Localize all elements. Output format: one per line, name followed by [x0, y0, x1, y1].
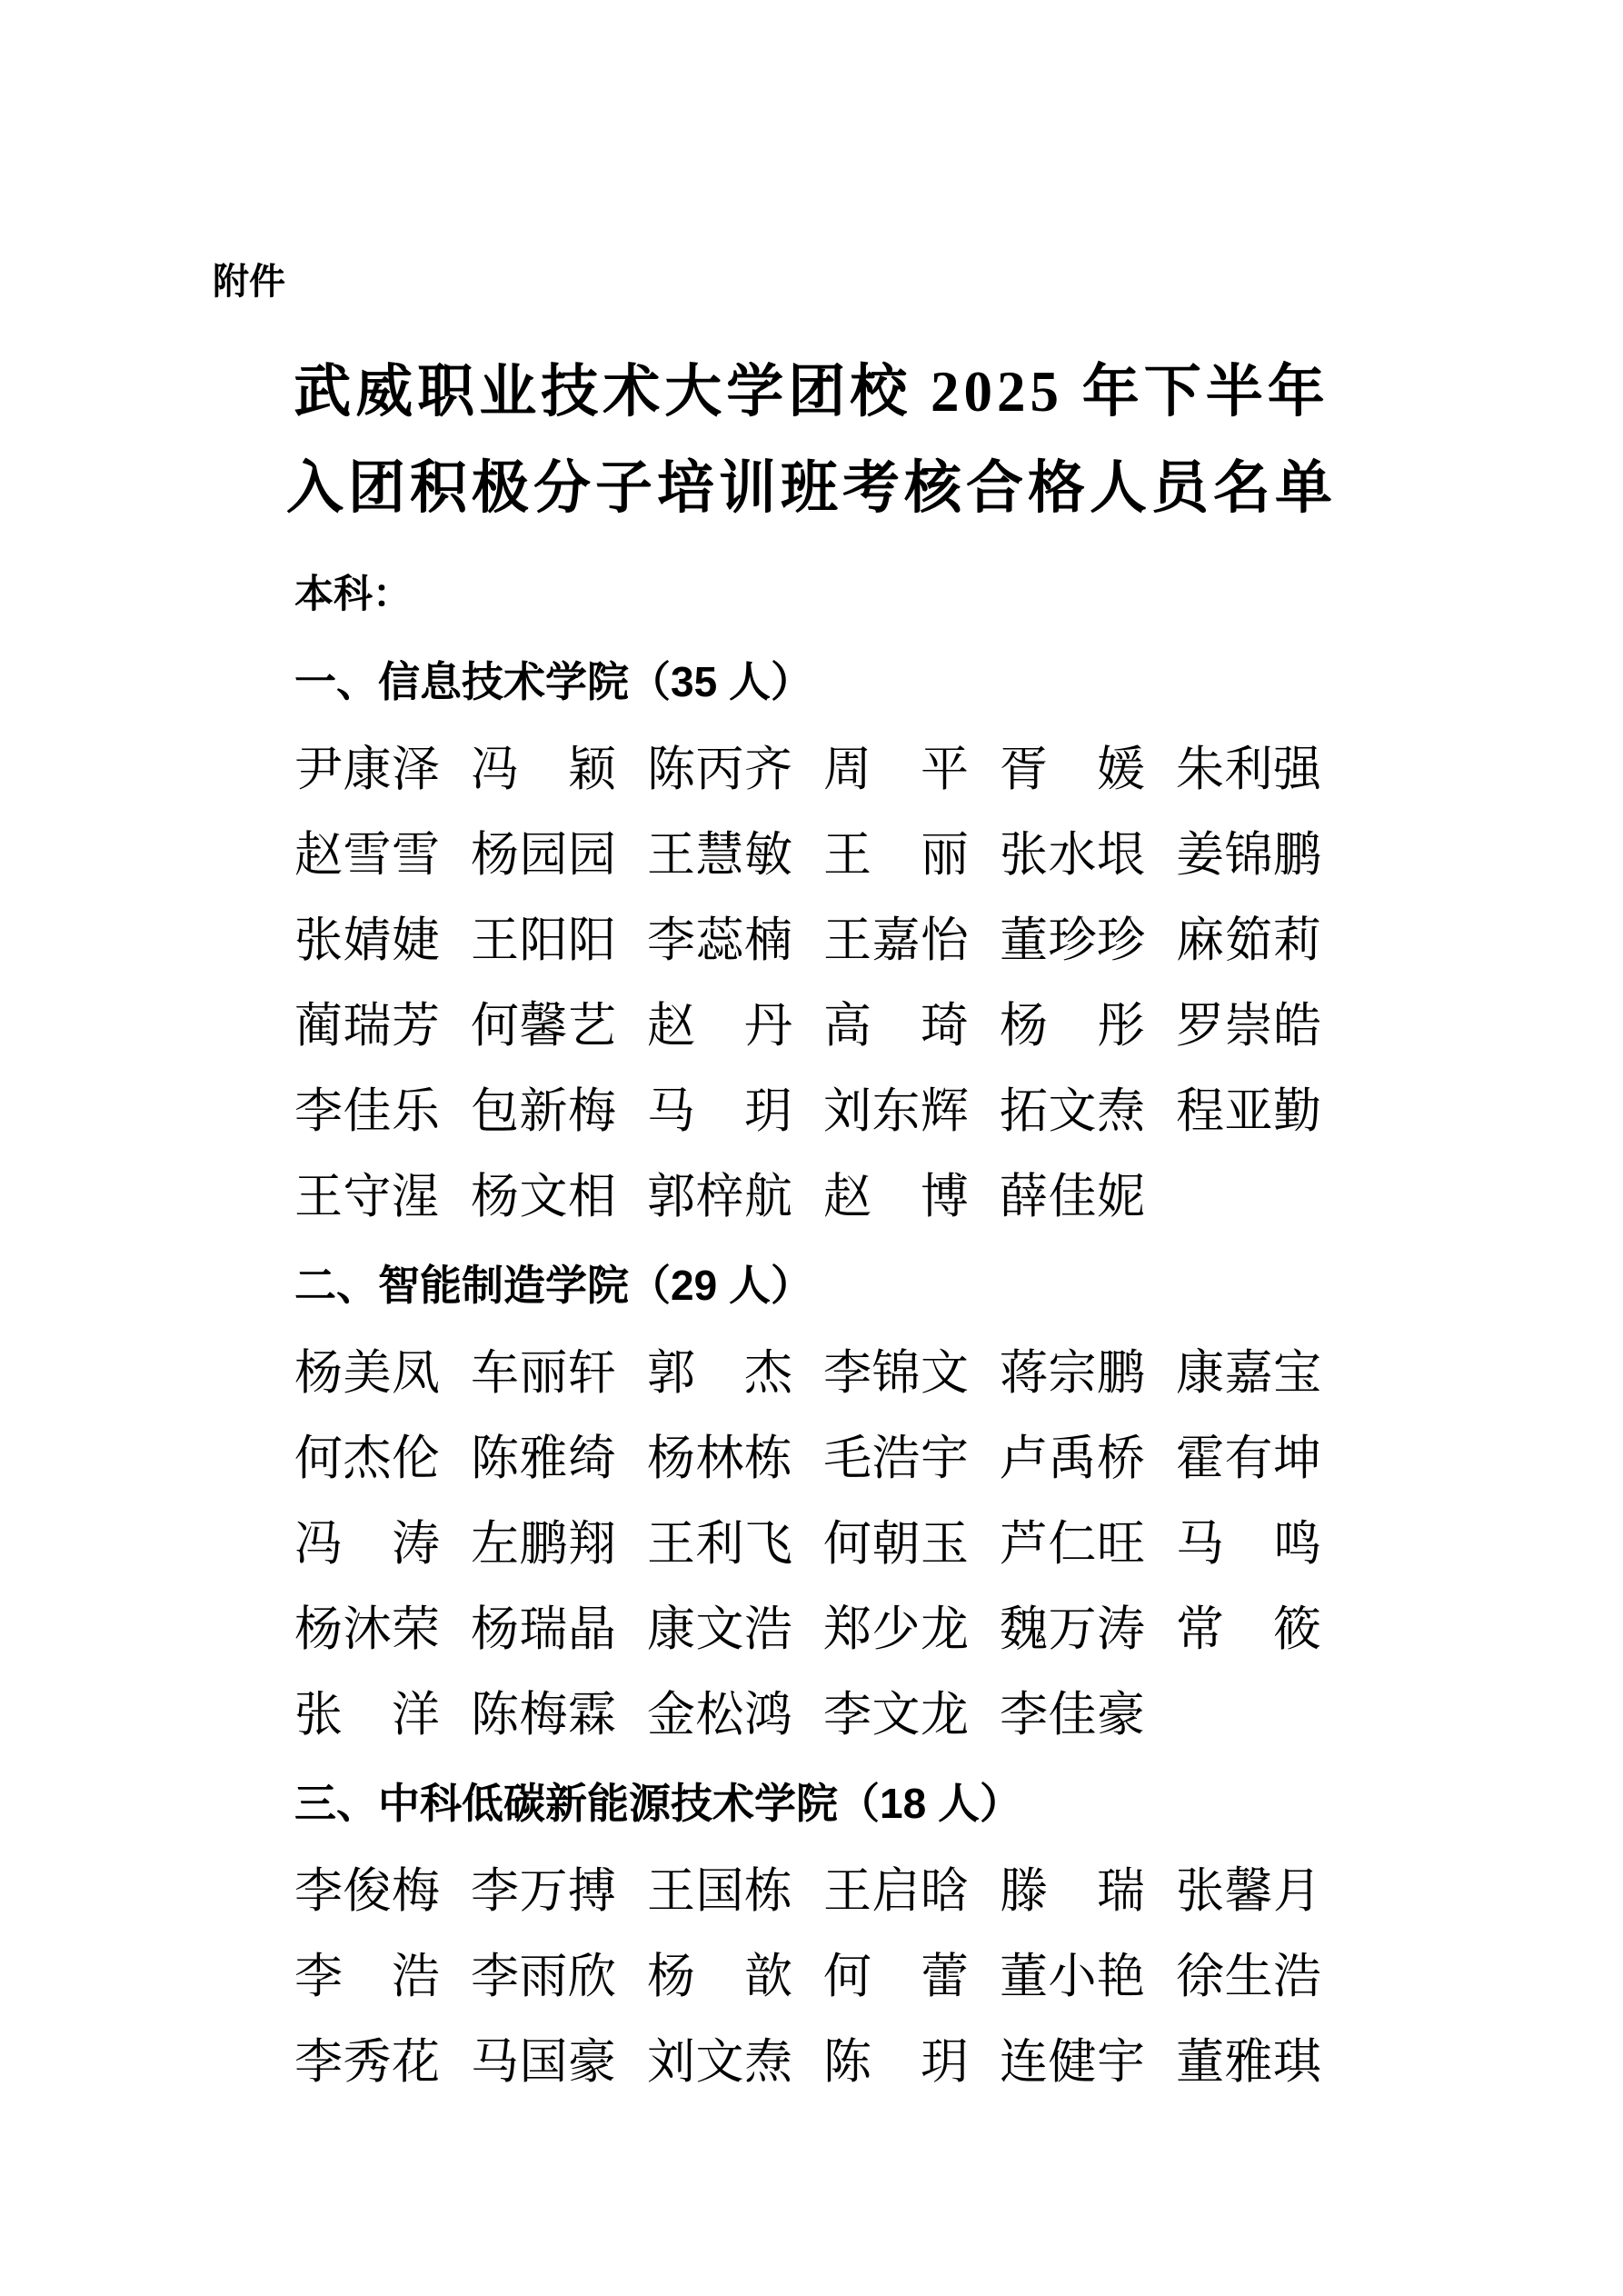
- person-name: 郑少龙: [823, 1603, 969, 1656]
- person-name: 李蕊楠: [647, 914, 792, 967]
- person-name: 王国栋: [647, 1865, 792, 1918]
- person-name: 高琦: [823, 1000, 969, 1053]
- person-name: 程亚勤: [1176, 1085, 1321, 1138]
- person-name: 杨歆: [647, 1951, 792, 2003]
- person-name: 车丽轩: [471, 1347, 616, 1400]
- name-row: [294, 1519, 1623, 1570]
- name-row: [294, 1001, 1623, 1052]
- name-row: [294, 1952, 1623, 2002]
- roster-section-2: [0, 1257, 1623, 1741]
- name-row: [294, 1690, 1623, 1741]
- attachment-label: 附件: [213, 262, 285, 302]
- person-name: 陈丙齐: [647, 744, 792, 796]
- document-title-line-1: 武威职业技术大学团校 2025 年下半年: [294, 360, 1329, 424]
- section-heading: 一、信息技术学院（35 人）: [294, 658, 812, 705]
- person-name: 杨林栋: [647, 1433, 792, 1485]
- person-name: 左鹏翔: [471, 1518, 616, 1571]
- person-name: 芦仁旺: [1000, 1518, 1145, 1571]
- person-name: 陈玥: [823, 2036, 969, 2089]
- person-name: 王启晗: [823, 1865, 969, 1918]
- person-name: 冯颖: [471, 744, 616, 796]
- section-heading: 三、中科低碳新能源技术学院（18 人）: [294, 1780, 1021, 1827]
- person-name: 王丽: [823, 829, 969, 882]
- person-name: 董珍珍: [1000, 914, 1145, 967]
- person-name: 连健宇: [1000, 2036, 1145, 2089]
- person-name: 马鸣: [1176, 1518, 1321, 1571]
- person-name: 滕瑞: [1000, 1865, 1145, 1918]
- person-name: 麻筎莉: [1176, 914, 1321, 967]
- name-row: [294, 830, 1623, 881]
- person-name: 王嘉怡: [823, 914, 969, 967]
- person-name: 李佳豪: [1000, 1689, 1145, 1742]
- person-name: 杨文相: [471, 1171, 616, 1223]
- document-title: [0, 344, 1623, 536]
- person-name: 蔺瑞芳: [294, 1000, 440, 1053]
- person-name: 王利飞: [647, 1518, 792, 1571]
- person-name: 何杰伦: [294, 1433, 440, 1485]
- person-name: 周平: [823, 744, 969, 796]
- person-name: 张婧婕: [294, 914, 440, 967]
- roster-section-3: [0, 1775, 1623, 2088]
- person-name: 董小艳: [1000, 1951, 1145, 2003]
- person-name: 包新梅: [471, 1085, 616, 1138]
- person-name: 张馨月: [1176, 1865, 1321, 1918]
- person-name: 姜锦鹏: [1176, 829, 1321, 882]
- person-name: 马国豪: [471, 2036, 616, 2089]
- person-name: 康文浩: [647, 1603, 792, 1656]
- person-name: 尹康泽: [294, 744, 440, 796]
- person-name: 罗崇皓: [1176, 1000, 1321, 1053]
- section-heading: 二、智能制造学院（29 人）: [294, 1262, 812, 1309]
- roster-sections: [0, 654, 1623, 2088]
- person-name: 李秀花: [294, 2036, 440, 2089]
- person-name: 拓文焘: [1000, 1085, 1145, 1138]
- person-name: 胥媛: [1000, 744, 1145, 796]
- person-name: 李浩: [294, 1951, 440, 2003]
- person-name: 赵丹: [647, 1000, 792, 1053]
- person-name: 薛佳妮: [1000, 1171, 1145, 1223]
- roster-section-1: [0, 654, 1623, 1223]
- name-row: [294, 744, 1623, 795]
- person-name: 朱利强: [1176, 744, 1321, 796]
- person-name: 郭梓航: [647, 1171, 792, 1223]
- person-name: 刘东辉: [823, 1085, 969, 1138]
- person-name: 赵博: [823, 1171, 969, 1223]
- person-name: 杨园园: [471, 829, 616, 882]
- name-row: [294, 1348, 1623, 1399]
- person-name: 何馨艺: [471, 1000, 616, 1053]
- person-name: 何蕾: [823, 1951, 969, 2003]
- person-name: 李文龙: [823, 1689, 969, 1742]
- person-name: 杨瑞晶: [471, 1603, 616, 1656]
- person-name: 刘文焘: [647, 2036, 792, 2089]
- person-name: 徐生浩: [1176, 1951, 1321, 2003]
- person-name: 马玥: [647, 1085, 792, 1138]
- name-row: [294, 1866, 1623, 1917]
- person-name: 李万搏: [471, 1865, 616, 1918]
- person-name: 张水垠: [1000, 829, 1145, 882]
- name-row: [294, 1604, 1623, 1655]
- name-row: [294, 1172, 1623, 1223]
- person-name: 杨彤: [1000, 1000, 1145, 1053]
- person-name: 郭杰: [647, 1347, 792, 1400]
- person-name: 杨沐荣: [294, 1603, 440, 1656]
- person-name: 冯涛: [294, 1518, 440, 1571]
- person-name: 李佳乐: [294, 1085, 440, 1138]
- document-title-line-2: 入团积极分子培训班考核合格人员名单: [286, 456, 1337, 520]
- person-name: 王阳阳: [471, 914, 616, 967]
- person-name: 李俊梅: [294, 1865, 440, 1918]
- person-name: 陈雅绮: [471, 1433, 616, 1485]
- person-name: 常筱: [1176, 1603, 1321, 1656]
- person-name: 王守湦: [294, 1171, 440, 1223]
- name-row: [294, 2037, 1623, 2088]
- person-name: 蒋宗鹏: [1000, 1347, 1145, 1400]
- person-name: 董雅琪: [1176, 2036, 1321, 2089]
- person-name: 王慧敏: [647, 829, 792, 882]
- name-row: [294, 915, 1623, 966]
- person-name: 卢禹桥: [1000, 1433, 1145, 1485]
- person-name: 康嘉宝: [1176, 1347, 1321, 1400]
- person-name: 魏万涛: [1000, 1603, 1145, 1656]
- person-name: 毛浩宇: [823, 1433, 969, 1485]
- person-name: 李雨欣: [471, 1951, 616, 2003]
- name-row: [294, 1433, 1623, 1484]
- person-name: 李锦文: [823, 1347, 969, 1400]
- person-name: 陈梅霖: [471, 1689, 616, 1742]
- person-name: 赵雪雪: [294, 829, 440, 882]
- person-name: 杨美凤: [294, 1347, 440, 1400]
- person-name: 金松鸿: [647, 1689, 792, 1742]
- person-name: 何朝玉: [823, 1518, 969, 1571]
- person-name: 张洋: [294, 1689, 440, 1742]
- name-row: [294, 1086, 1623, 1137]
- degree-label: 本科：: [294, 573, 412, 616]
- person-name: 霍有坤: [1176, 1433, 1321, 1485]
